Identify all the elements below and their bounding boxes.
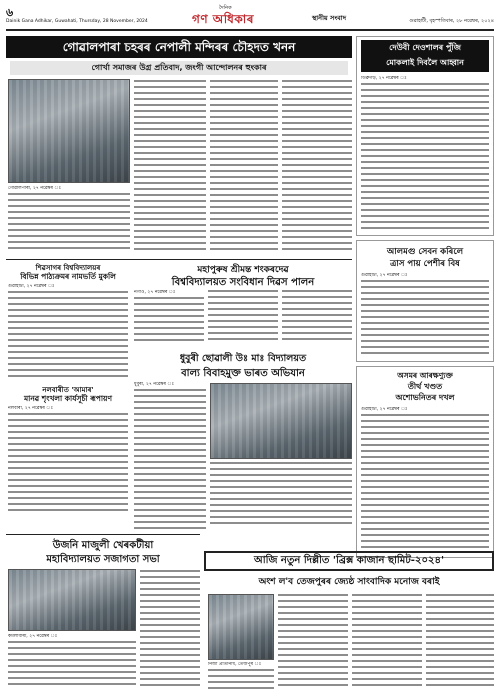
newspaper-logo: গণ অধিকাৰ [192,12,254,26]
right-box3-dateline: গুৱাহাটী, ২৭ নৱেম্বৰ ঃ [361,407,408,412]
majuli-subheadline: মহাবিদ্যালয়ত সজাগতা সভা [46,554,160,565]
nalbari-dateline: নলবাৰী, ২৭ নৱেম্বৰ ঃ [8,406,53,411]
page-number: ৬ [6,6,14,19]
divider [6,259,352,260]
majuli-text-col2 [140,570,200,694]
right-box2-headline-line1: আলমগু সেবন কৰিলে [386,247,464,257]
university-headline: মহাপুৰুষ শ্ৰীমন্ত শংকৰদেৱ [197,265,289,275]
right-box-deposit [356,36,494,236]
lead-text-col3 [282,80,352,258]
right-box-alcohol [356,240,494,362]
university-subheadline: বিশ্ববিদ্যালয়ত সংবিধান দিৱস পালন [171,277,315,288]
shiv-headline: শিৱসাগৰ বিশ্ববিদ্যালয়ৰ [35,264,101,272]
dhubri-text-col2 [210,462,352,532]
university-text-col2 [208,290,278,350]
majuli-headline: উজনি মাজুলী খেৰকটীয়া [52,540,154,551]
majuli-photo [8,569,136,631]
delhi-subheadline: অংশ ল'ব তেজপুৰৰ জ্যেষ্ঠ সাংবাদিক মনোজ বৰাই [258,577,440,587]
delhi-text-col2 [352,594,422,694]
majuli-text-col1 [8,634,136,694]
right-box2-text [361,273,489,359]
dhubri-photo [210,383,352,459]
university-text-col3 [282,290,352,350]
delhi-dateline: নিজা প্ৰতিনিধি, তেজপুৰ ঃ [208,662,262,667]
nalbari-headline: নলবাৰীত 'আমাৰ' [42,386,94,394]
right-box-encroachment [356,366,494,558]
lead-text-col2 [210,80,278,258]
right-box1-dateline: ডিব্ৰুগড়, ২৭ নৱেম্বৰ ঃ [361,76,407,81]
right-box3-headline-line2: তীৰ্থ খণ্ডত [407,382,443,391]
divider [6,534,200,535]
right-box1-text [361,76,489,232]
section-label: স্থানীয় সংবাদ [312,14,347,22]
right-box3-headline-line1: অসমৰ আৰক্ষণ্যুক্ত [397,371,453,380]
lead-headline: গোৱালপাৰা চহৰৰ নেপালী মন্দিৰৰ চৌহদত খনন [6,36,352,58]
majuli-dateline: কমলাবাৰী, ২৭ নৱেম্বৰ ঃ [8,634,58,639]
right-box1-headline-line1: দেউবী দেওশালৰ পুঁজি [389,43,461,52]
delhi-portrait-photo [208,594,274,660]
dhubri-headline: ধুবুৰী ছোৱালী উঃ মাঃ বিদ্যালয়ত [179,353,307,364]
dhubri-text-col1 [134,382,206,532]
delhi-text-col1 [278,594,348,694]
delhi-headline: আজি নতুন দিল্লীত 'ব্ৰিক্স কাজান ছামিট-২০২৪' [204,551,494,571]
masthead [6,4,494,31]
publication-line: Dainik Gana Adhikar, Guwahati, Thursday, 28 November, 2024 [6,19,148,24]
date-line: গুৱাহাটী, বৃহস্পতিবাৰ, ২৮ নৱেম্বৰ, ২০২৪ [409,18,494,24]
shiv-dateline: গুৱাহাটী, ২৭ নৱেম্বৰ ঃ [8,284,55,289]
lead-text-col1 [134,80,206,258]
right-box3-text [361,407,489,553]
right-box2-headline-line2: ত্ৰাস পায় পেশীৰ বিষ [390,259,460,269]
shiv-text [8,284,128,382]
nalbari-text [8,406,128,516]
lead-photo [8,79,130,183]
delhi-text-under-photo [208,662,274,694]
university-text-col1 [134,290,204,350]
right-box1-headline-line2: মোকলাই দিবলৈ আহ্বান [386,58,464,67]
daily-label: দৈনিক [219,5,232,11]
delhi-text-col3 [426,594,494,694]
lead-dateline: গোৱালপাৰা, ২৭ নৱেম্বৰ ঃ [8,186,61,191]
right-box1-title [361,40,489,72]
nalbari-subheadline: মানৱ শৃংখলা কাৰ্যসূচী ৰূপায়ণ [23,394,112,403]
university-dateline: নগাঁও, ২৭ নৱেম্বৰ ঃ [134,290,176,295]
lead-text-under-photo [8,186,130,256]
dhubri-dateline: ধুবুৰী, ২৭ নৱেম্বৰ ঃ [134,382,174,387]
dhubri-subheadline: বাল্য বিবাহমুক্ত ভাৰত অভিযান [181,368,305,379]
lead-subheadline: গোৰ্খা সমাজৰ উগ্ৰ প্ৰতিবাদ, জংগী আন্দোলনৰ হুংকাৰ [10,61,348,75]
shiv-subheadline: বিভিন্ন পাঠ্যক্ৰমৰ নামভৰ্তি মুকলি [20,272,116,281]
right-box3-headline-line3: অশোভনিতৰ দখল [395,393,455,402]
right-box2-dateline: গুৱাহাটী, ২৭ নৱেম্বৰ ঃ [361,273,408,278]
